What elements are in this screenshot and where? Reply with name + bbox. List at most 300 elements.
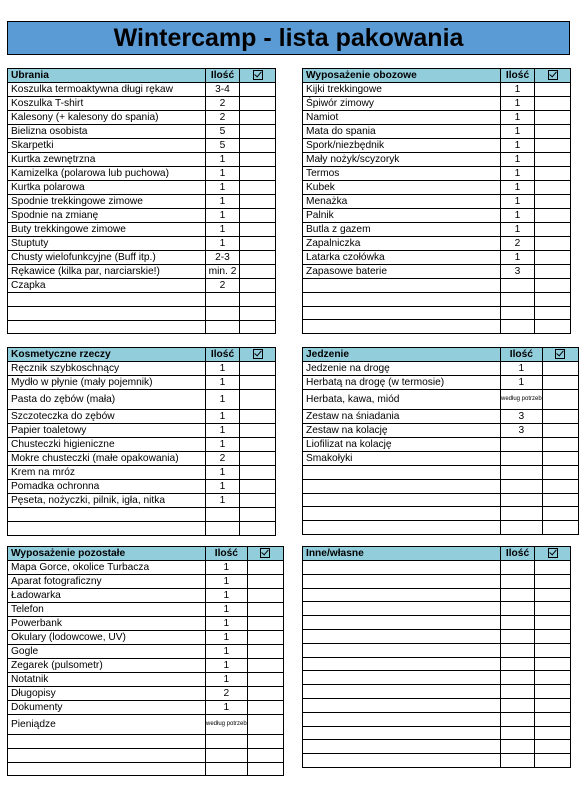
list-item [8,125,276,139]
item-name: Bielizna osobista [8,125,206,139]
list-item [303,306,571,320]
section-header-label: Inne/własne [303,547,501,561]
item-name: Kubek [303,181,501,195]
list-item [8,480,276,494]
item-quantity [206,748,248,762]
item-quantity [501,390,543,410]
item-quantity [206,715,248,735]
list-item [8,237,276,251]
item-quantity [206,306,240,320]
qty-column-header: Ilość [501,348,543,362]
item-checkbox-cell[interactable] [240,125,276,139]
item-name [8,735,206,749]
item-checkbox-cell[interactable] [542,521,578,535]
list-item [8,645,284,659]
checkbox-icon [253,70,263,80]
item-checkbox-cell[interactable] [535,643,571,657]
item-name: Zapalniczka [303,237,501,251]
list-item [303,279,571,293]
item-checkbox-cell[interactable] [535,657,571,671]
item-checkbox-cell[interactable] [247,603,283,617]
item-checkbox-cell[interactable] [240,265,276,279]
item-name: Skarpetki [8,139,206,153]
list-item [303,390,579,410]
item-checkbox-cell[interactable] [535,629,571,643]
item-name [303,754,501,768]
list-item [303,209,571,223]
list-item [8,617,284,631]
item-checkbox-cell[interactable] [535,671,571,685]
item-name [8,320,206,334]
item-checkbox-cell[interactable] [535,237,571,251]
item-name: Zapasowe baterie [303,265,501,279]
check-column-header [240,69,276,83]
item-checkbox-cell[interactable] [240,223,276,237]
list-item [8,603,284,617]
item-checkbox-cell[interactable] [240,167,276,181]
item-checkbox-cell[interactable] [247,687,283,701]
checkbox-icon [555,349,565,359]
item-quantity: min. 2 [206,265,240,279]
list-item [303,125,571,139]
list-item [8,265,276,279]
item-checkbox-cell[interactable] [247,715,283,735]
item-checkbox-cell[interactable] [535,111,571,125]
item-quantity [501,466,543,480]
item-name: Buty trekkingowe zimowe [8,223,206,237]
item-quantity [501,507,543,521]
item-checkbox-cell[interactable] [542,424,578,438]
list-item [303,195,571,209]
item-checkbox-cell[interactable] [247,631,283,645]
item-name: Chusty wielofunkcyjne (Buff itp.) [8,251,206,265]
qty-column-header: Ilość [501,547,535,561]
item-checkbox-cell[interactable] [542,493,578,507]
item-checkbox-cell[interactable] [240,320,276,334]
item-quantity: 1 [206,480,240,494]
list-item [303,362,579,376]
list-item [303,466,579,480]
list-item [303,521,579,535]
item-checkbox-cell[interactable] [535,306,571,320]
item-checkbox-cell[interactable] [247,748,283,762]
check-column-header [535,547,571,561]
item-quantity [501,479,543,493]
item-name [303,479,501,493]
item-checkbox-cell[interactable] [535,139,571,153]
item-checkbox-cell[interactable] [535,279,571,293]
item-checkbox-cell[interactable] [535,125,571,139]
check-column-header [247,547,283,561]
item-checkbox-cell[interactable] [240,376,276,390]
item-name: Jedzenie na drogę [303,362,501,376]
item-name: Herbata, kawa, miód [303,390,501,410]
item-name: Smakołyki [303,452,501,466]
item-quantity: 1 [501,195,535,209]
item-quantity-note: według potrzeb [206,721,247,728]
item-quantity: 1 [206,237,240,251]
item-quantity [501,712,535,726]
item-checkbox-cell[interactable] [240,424,276,438]
item-quantity [501,643,535,657]
item-quantity: 1 [206,617,248,631]
item-quantity: 1 [206,466,240,480]
item-checkbox-cell[interactable] [240,508,276,522]
item-checkbox-cell[interactable] [240,452,276,466]
item-checkbox-cell[interactable] [535,167,571,181]
item-name [303,712,501,726]
item-checkbox-cell[interactable] [240,237,276,251]
item-checkbox-cell[interactable] [542,376,578,390]
item-quantity [501,657,535,671]
item-checkbox-cell[interactable] [535,97,571,111]
item-checkbox-cell[interactable] [240,111,276,125]
list-item [8,424,276,438]
item-quantity [501,671,535,685]
list-item [303,237,571,251]
list-item [8,251,276,265]
item-checkbox-cell[interactable] [247,762,283,776]
list-item [8,362,276,376]
item-quantity: 1 [501,251,535,265]
item-quantity: 3-4 [206,83,240,97]
section-header-label: Jedzenie [303,348,501,362]
item-quantity: 1 [501,153,535,167]
list-item [8,111,276,125]
item-quantity: 1 [206,223,240,237]
checkbox-icon [253,349,263,359]
list-item [8,279,276,293]
item-checkbox-cell[interactable] [535,195,571,209]
section-wyposazenie-pozostale [7,546,284,776]
item-checkbox-cell[interactable] [247,659,283,673]
item-name [303,521,501,535]
item-checkbox-cell[interactable] [240,153,276,167]
item-checkbox-cell[interactable] [542,507,578,521]
item-quantity [501,574,535,588]
item-checkbox-cell[interactable] [535,251,571,265]
list-item [303,376,579,390]
checkbox-icon [260,548,270,558]
item-quantity: 1 [206,561,248,575]
list-item [8,167,276,181]
list-item [8,223,276,237]
item-name: Pasta do zębów (mała) [8,390,206,410]
item-checkbox-cell[interactable] [535,181,571,195]
section-jedzenie [302,347,579,535]
item-checkbox-cell[interactable] [535,83,571,97]
item-quantity: 1 [501,139,535,153]
item-checkbox-cell[interactable] [247,701,283,715]
item-checkbox-cell[interactable] [240,181,276,195]
item-checkbox-cell[interactable] [535,712,571,726]
item-name [8,508,206,522]
item-quantity [501,320,535,334]
item-name: Papier toaletowy [8,424,206,438]
item-name [303,685,501,699]
item-name: Kijki trekkingowe [303,83,501,97]
item-name: Koszulka T-shirt [8,97,206,111]
item-checkbox-cell[interactable] [535,153,571,167]
item-name: Koszulka termoaktywna długi rękaw [8,83,206,97]
page-title-bar [7,21,570,55]
section-ubrania [7,68,276,334]
item-checkbox-cell[interactable] [535,685,571,699]
item-checkbox-cell[interactable] [240,438,276,452]
item-quantity [501,279,535,293]
item-quantity: 1 [501,83,535,97]
item-name: Mokre chusteczki (małe opakowania) [8,452,206,466]
list-item [8,306,276,320]
list-item [8,631,284,645]
item-name [8,293,206,307]
list-item [303,181,571,195]
item-quantity: 3 [501,424,543,438]
item-checkbox-cell[interactable] [240,139,276,153]
list-item [8,376,276,390]
item-checkbox-cell[interactable] [240,293,276,307]
item-name: Kurtka zewnętrzna [8,153,206,167]
item-quantity: 3 [501,265,535,279]
item-name: Powerbank [8,617,206,631]
item-checkbox-cell[interactable] [535,292,571,306]
list-item [8,390,276,410]
list-item [303,410,579,424]
list-item [8,320,276,334]
item-quantity: 2 [206,452,240,466]
item-name: Dokumenty [8,701,206,715]
item-quantity [206,762,248,776]
item-name: Gogle [8,645,206,659]
item-quantity: 2 [206,687,248,701]
item-checkbox-cell[interactable] [542,362,578,376]
item-checkbox-cell[interactable] [240,195,276,209]
item-checkbox-cell[interactable] [535,616,571,630]
checkbox-icon [548,70,558,80]
item-checkbox-cell[interactable] [247,589,283,603]
item-checkbox-cell[interactable] [240,83,276,97]
item-quantity [501,493,543,507]
item-quantity [501,629,535,643]
item-name [303,740,501,754]
item-checkbox-cell[interactable] [240,362,276,376]
list-item [303,265,571,279]
item-checkbox-cell[interactable] [542,438,578,452]
item-checkbox-cell[interactable] [542,479,578,493]
item-checkbox-cell[interactable] [240,251,276,265]
item-name: Rękawice (kilka par, narciarskie!) [8,265,206,279]
item-checkbox-cell[interactable] [542,410,578,424]
item-checkbox-cell[interactable] [247,735,283,749]
list-item [8,494,276,508]
item-name: Kalesony (+ kalesony do spania) [8,111,206,125]
list-item [303,671,571,685]
item-name [303,726,501,740]
item-name [303,643,501,657]
item-checkbox-cell[interactable] [535,754,571,768]
item-checkbox-cell[interactable] [542,390,578,410]
list-item [8,589,284,603]
item-quantity: 1 [206,390,240,410]
item-checkbox-cell[interactable] [240,97,276,111]
item-checkbox-cell[interactable] [542,466,578,480]
item-name [303,292,501,306]
item-quantity: 2 [206,111,240,125]
item-checkbox-cell[interactable] [542,452,578,466]
item-name [303,657,501,671]
list-item [303,424,579,438]
list-item [8,466,276,480]
item-quantity: 1 [206,362,240,376]
item-checkbox-cell[interactable] [247,673,283,687]
list-item [8,209,276,223]
item-quantity: 1 [501,125,535,139]
item-name: Krem na mróz [8,466,206,480]
item-name: Mydło w płynie (mały pojemnik) [8,376,206,390]
item-checkbox-cell[interactable] [240,306,276,320]
item-name [303,320,501,334]
list-item [8,153,276,167]
item-name: Kamizelka (polarowa lub puchowa) [8,167,206,181]
item-name: Pieniądze [8,715,206,735]
list-item [303,97,571,111]
item-name: Ręcznik szybkoschnący [8,362,206,376]
list-item [8,139,276,153]
item-checkbox-cell[interactable] [535,209,571,223]
list-item [8,561,284,575]
item-checkbox-cell[interactable] [247,617,283,631]
section-wyposazenie-obozowe [302,68,571,334]
item-name: Mata do spania [303,125,501,139]
item-checkbox-cell[interactable] [240,410,276,424]
item-quantity: 5 [206,139,240,153]
item-name: Czapka [8,279,206,293]
check-column-header [240,348,276,362]
item-quantity: 1 [206,153,240,167]
list-item [8,659,284,673]
item-checkbox-cell[interactable] [535,320,571,334]
item-checkbox-cell[interactable] [535,561,571,575]
section-header-label: Wyposażenie pozostałe [8,547,206,561]
item-name: Liofilizat na kolację [303,438,501,452]
item-quantity [501,561,535,575]
item-checkbox-cell[interactable] [535,698,571,712]
section-header-row [303,348,579,362]
item-name: Notatnik [8,673,206,687]
list-item [303,740,571,754]
item-checkbox-cell[interactable] [247,645,283,659]
list-item [303,320,571,334]
item-quantity [501,306,535,320]
item-name: Okulary (lodowcowe, UV) [8,631,206,645]
list-item [8,97,276,111]
list-item [8,438,276,452]
list-item [303,139,571,153]
item-quantity [206,293,240,307]
list-item [8,735,284,749]
item-quantity: 1 [501,376,543,390]
list-item [303,685,571,699]
item-checkbox-cell[interactable] [247,575,283,589]
list-item [303,754,571,768]
item-name [303,588,501,602]
section-header-label: Ubrania [8,69,206,83]
list-item [303,507,579,521]
list-item [303,657,571,671]
item-checkbox-cell[interactable] [535,574,571,588]
list-item [8,575,284,589]
item-quantity: 1 [501,167,535,181]
item-checkbox-cell[interactable] [240,209,276,223]
item-quantity: 1 [206,195,240,209]
item-checkbox-cell[interactable] [535,726,571,740]
item-checkbox-cell[interactable] [535,602,571,616]
item-quantity: 1 [206,575,248,589]
list-item [303,629,571,643]
item-quantity [501,452,543,466]
list-item [8,701,284,715]
item-quantity: 1 [206,701,248,715]
item-quantity: 1 [206,376,240,390]
item-quantity: 1 [206,410,240,424]
page-title: Wintercamp - lista pakowania [113,23,464,52]
item-quantity: 1 [501,111,535,125]
item-quantity [501,740,535,754]
item-checkbox-cell[interactable] [240,480,276,494]
item-name: Stuptuty [8,237,206,251]
item-quantity [501,588,535,602]
item-checkbox-cell[interactable] [535,223,571,237]
list-item [8,762,284,776]
item-checkbox-cell[interactable] [535,265,571,279]
list-item [8,181,276,195]
list-item [8,715,284,735]
item-quantity [206,320,240,334]
item-checkbox-cell[interactable] [240,521,276,535]
item-name [303,698,501,712]
item-checkbox-cell[interactable] [240,279,276,293]
list-item [8,748,284,762]
item-checkbox-cell[interactable] [240,494,276,508]
item-checkbox-cell[interactable] [240,390,276,410]
item-quantity [501,616,535,630]
item-quantity: 1 [501,209,535,223]
list-item [303,561,571,575]
item-checkbox-cell[interactable] [240,466,276,480]
item-checkbox-cell[interactable] [535,740,571,754]
list-item [303,643,571,657]
section-header-row [8,348,276,362]
item-name: Śpiwór zimowy [303,97,501,111]
item-checkbox-cell[interactable] [247,561,283,575]
item-quantity: 1 [501,362,543,376]
item-name: Latarka czołówka [303,251,501,265]
item-name [303,616,501,630]
item-quantity: 2 [206,97,240,111]
item-name: Palnik [303,209,501,223]
section-kosmetyczne [7,347,276,536]
list-item [8,673,284,687]
item-name: Telefon [8,603,206,617]
list-item [303,292,571,306]
item-checkbox-cell[interactable] [535,588,571,602]
item-name: Pomadka ochronna [8,480,206,494]
list-item [8,452,276,466]
item-name: Mały nożyk/scyzoryk [303,153,501,167]
list-item [303,616,571,630]
list-item [303,712,571,726]
list-item [303,153,571,167]
